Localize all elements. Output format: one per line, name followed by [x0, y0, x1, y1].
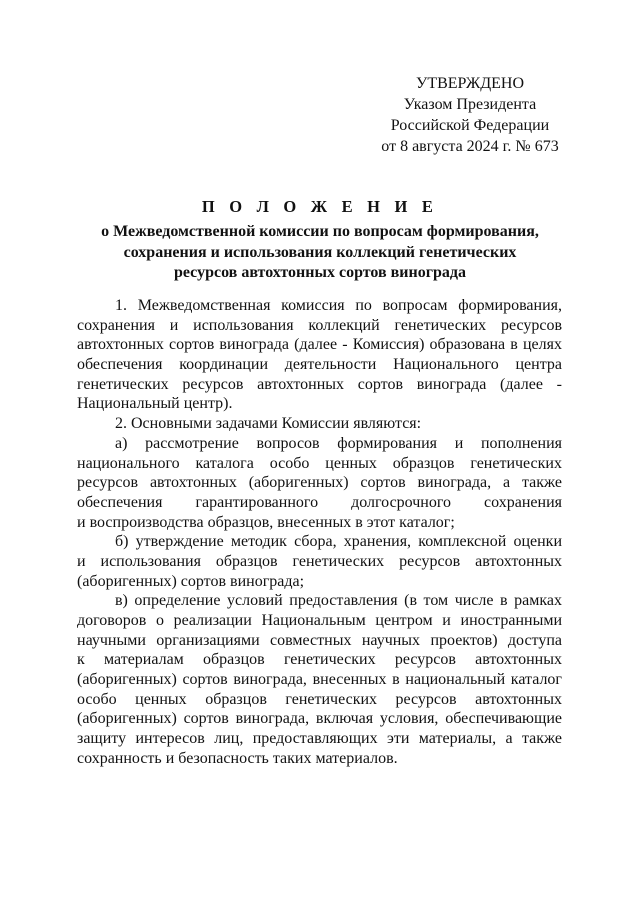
paragraph-line: к материалам образцов генетических ресурсов автохтонных: [77, 651, 562, 669]
paragraph-line: сохранения и использования коллекций генетических ресурсов: [77, 316, 562, 334]
paragraph-line: обеспечения гарантированного долгосрочного сохранения: [77, 493, 562, 511]
paragraph-line: защиту интересов лиц, предоставляющих эти материалы, а также: [77, 730, 562, 748]
paragraph: [77, 414, 562, 434]
approval-line: Указом Президента: [403, 96, 537, 113]
paragraph: [77, 296, 562, 414]
paragraph-line: и использования образцов генетических ресурсов автохтонных: [77, 552, 562, 570]
subtitle-line: ресурсов автохтонных сортов винограда: [173, 264, 466, 281]
paragraph: [77, 434, 562, 532]
paragraph: [77, 532, 562, 591]
document-subtitle: [80, 222, 560, 284]
paragraph-line: б) утверждение методик сбора, хранения, комплексной оценки: [115, 533, 562, 551]
paragraph-line: 2. Основными задачами Комиссии являются:: [115, 415, 422, 433]
subtitle-line: о Межведомственной комиссии по вопросам формирования,: [101, 223, 539, 240]
paragraph-line: особо ценных образцов генетических ресурсов автохтонных: [77, 690, 562, 708]
paragraph-line: генетических ресурсов автохтонных сортов винограда (далее -: [77, 375, 562, 393]
paragraph-line: сохранность и безопасность таких материалов.: [77, 749, 398, 767]
paragraph-line: в) определение условий предоставления (в том числе в рамках: [115, 592, 562, 610]
paragraph-line: (аборигенных) сортов винограда, включая условия, обеспечивающие: [77, 710, 562, 728]
paragraph-line: автохтонных сортов винограда (далее - Комиссия) образована в целях: [77, 336, 562, 354]
paragraph-line: Национальный центр).: [77, 395, 233, 413]
paragraph-line: (аборигенных) сортов винограда;: [77, 572, 305, 590]
paragraph-line: а) рассмотрение вопросов формирования и пополнения: [115, 434, 562, 452]
paragraph-line: национального каталога особо ценных образцов генетических: [77, 454, 562, 472]
paragraph-line: научными организациями совместных научных проектов) доступа: [77, 631, 562, 649]
paragraph: [77, 591, 562, 768]
approval-line: Российской Федерации: [390, 117, 550, 134]
subtitle-line: сохранения и использования коллекций генетических: [123, 243, 517, 261]
approval-line: УТВЕРЖДЕНО: [415, 75, 524, 92]
paragraph-line: 1. Межведомственная комиссия по вопросам формирования,: [115, 297, 562, 314]
paragraph-line: ресурсов автохтонных (аборигенных) сортов винограда, а также: [77, 474, 562, 492]
document-title: П О Л О Ж Е Н И Е: [201, 197, 439, 216]
document-body: [77, 296, 562, 769]
paragraph-line: и воспроизводства образцов, внесенных в этот каталог;: [77, 513, 455, 531]
approval-line: от 8 августа 2024 г. № 673: [381, 138, 559, 155]
paragraph-line: (аборигенных) сортов винограда, внесенных в национальный каталог: [77, 671, 562, 689]
paragraph-line: договоров о реализации Национальным центром и иностранными: [77, 612, 562, 629]
paragraph-line: обеспечения координации деятельности Национального центра: [77, 356, 562, 374]
approval-stamp: [370, 73, 570, 157]
